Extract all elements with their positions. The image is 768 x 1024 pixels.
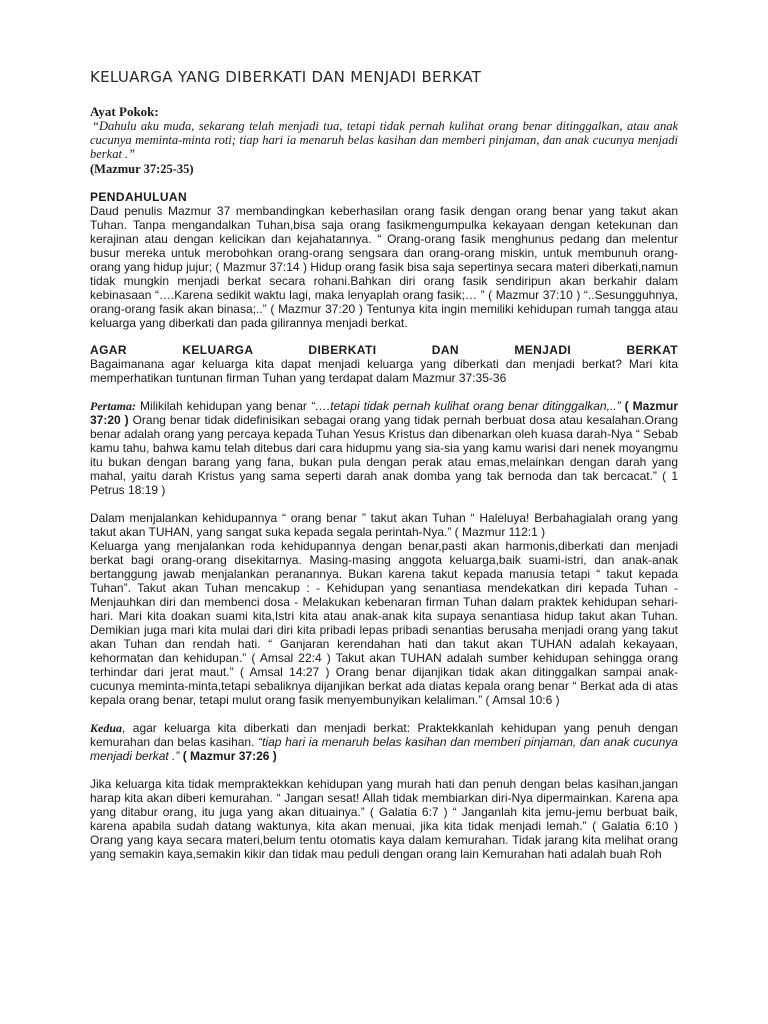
pendahuluan-heading: PENDAHULUAN bbox=[90, 190, 188, 204]
pertama-quote-ref: ( Mazmur 37:20 ) bbox=[90, 399, 678, 427]
jika-paragraph: Jika keluarga kita tidak mempraktekkan kehidupan yang murah hati dan penuh dengan belas kasihan,jangan harap kita akan diberi kemurahan. “ Jangan sesat! Allah tidak membiarkan diri-Nya dipermainkan. Karena apa yang ditabur orang, itu juga yang akan dituainya.” ( Galatia 6:7 ) “ Janganlah kita jemu-jemu berbuat baik, karena apabila sudah datang waktunya, kita akan menuai, jika kita tidak menjadi lemah.” ( Galatia 6:10 ) Orang yang kaya secara materi,belum tentu otomatis kaya dalam kemurahan. Tidak jarang kita melihat orang yang semakin kaya,semakin kikir dan tidak mau peduli dengan orang lain Kemurahan hati adalah buah Roh bbox=[90, 777, 678, 861]
ayat-pokok-reference: (Mazmur 37:25-35) bbox=[90, 162, 194, 176]
kedua-text: , agar keluarga kita diberkati dan menjadi berkat: Praktekkanlah kehidupan yang penuh dengan kemurahan dan belas kasihan. bbox=[90, 721, 678, 749]
pertama-label: Pertama: bbox=[90, 399, 136, 413]
kedua-quote: “tiap hari ia menaruh belas kasihan dan memberi pinjaman, dan anak cucunya menjadi berkat .” bbox=[90, 735, 678, 763]
pertama-text: Orang benar tidak didefinisikan sebagai orang yang tidak pernah berbuat dosa atau kesalahan.Orang benar adalah orang yang percaya kepada Tuhan Yesus Kristus dan dibenarkan oleh kuasa darah-Nya “ Sebab kamu tahu, bahwa kamu telah ditebus dari cara hidupmu yang sia-sia yang kamu warisi dari nenek moyangmu itu bukan dengan barang yang fana, bukan pula dengan perak atau emas,melainkan dengan darah yang mahal, yaitu darah Kristus yang sama seperti darah anak domba yang tak bernoda dan tak bercacat.” ( 1 Petrus 18:19 ) bbox=[90, 413, 679, 497]
kedua-quote-ref: ( Mazmur 37:26 ) bbox=[182, 749, 277, 763]
agar-paragraph: Bagaimanana agar keluarga kita dapat menjadi keluarga yang diberkati dan menjadi berkat? Mari kita memperhatikan tuntunan firman Tuhan yang terdapat dalam Mazmur 37:35-36 bbox=[90, 357, 678, 385]
dalam-paragraph: Dalam menjalankan kehidupannya “ orang benar ” takut akan Tuhan “ Haleluya! Berbahagialah orang yang takut akan TUHAN, yang sangat suka kepada segala perintah-Nya.” ( Mazmur 112:1 ) bbox=[90, 511, 678, 539]
pendahuluan-paragraph: Daud penulis Mazmur 37 membandingkan keberhasilan orang fasik dengan orang benar yang takut akan Tuhan. Tanpa mengandalkan Tuhan,bisa saja orang fasikmengumpulka kekayaan dengan ketekunan dan kerajinan atau dengan kelicikan dan kejahatannya. “ Orang-orang fasik menghunus pedang dan melentur busur mereka untuk merobohkan orang-orang sengsara dan orang-orang miskin, untuk membunuh orang-orang yang hidup jujur; ( Mazmur 37:14 ) Hidup orang fasik bisa saja sepertinya secara materi diberkati,namun tidak mungkin menjadi berkat secara rohani.Bahkan diri orang fasik sendiripun akan berkahir dalam kebinasaan “….Karena sedikit waktu lagi, maka lenyaplah orang fasik;… ” ( Mazmur 37:10 ) “..Sesungguhnya, orang-orang fasik akan binasa;..” ( Mazmur 37:20 ) Tentunya kita ingin memiliki kehidupan rumah tangga atau keluarga yang diberkati dan pada gilirannya menjadi berkat. bbox=[90, 204, 678, 330]
document-page bbox=[90, 68, 678, 861]
ayat-pokok-label: Ayat Pokok: bbox=[90, 104, 159, 119]
kedua-label: Kedua bbox=[90, 721, 123, 735]
agar-heading: AGAR KELUARGA DIBERKATI DAN MENJADI BERKAT bbox=[90, 343, 678, 357]
ayat-pokok-text: “Dahulu aku muda, sekarang telah menjadi tua, tetapi tidak pernah kulihat orang benar ditinggalkan, atau anak cucunya meminta-minta roti; tiap hari ia menaruh belas kasihan dan memberi pinjaman, dan anak cucunya menjadi berkat .” bbox=[90, 119, 678, 161]
keluarga-paragraph: Keluarga yang menjalankan roda kehidupannya dengan benar,pasti akan harmonis,diberkati dan menjadi berkat bagi orang-orang disekitarnya. Masing-masing anggota keluarga,baik suami-istri, dan anak-anak bertanggung jawab menjalankan peranannya. Bukan karena takut kepada manusia tetapi “ takut kepada Tuhan”. Takut akan Tuhan mencakup : - Kehidupan yang senantiasa mendekatkan diri kepada Tuhan - Menjauhkan diri dan membenci dosa - Melakukan kebenaran firman Tuhan dalam praktek kehidupan sehari-hari. Mari kita doakan suami kita,Istri kita atau anak-anak kita supaya senantiasa hidup takut akan Tuhan. Demikian juga mari kita mulai dari diri kita pribadi lepas pribadi senantias berusaha menjadi orang yang takut akan Tuhan dan rendah hati. “ Ganjaran kerendahan hati dan takut akan TUHAN adalah kekayaan, kehormatan dan kehidupan.” ( Amsal 22:4 ) Takut akan TUHAN adalah sumber kehidupan sehingga orang terhindar dari jerat maut.” ( Amsal 14:27 ) Orang benar dijanjikan tidak akan ditinggalkan sampai anak-cucunya meminta-minta,tetapi sebaliknya dijanjikan berkat ada diatas kepala orang benar “ Berkat ada di atas kepala orang benar, tetapi mulut orang fasik menyembunyikan kelaliman.” ( Amsal 10:6 ) bbox=[90, 539, 678, 707]
kedua-paragraph bbox=[90, 721, 678, 763]
pertama-quote: “….tetapi tidak pernah kulihat orang benar ditinggalkan,..” bbox=[310, 399, 621, 413]
pertama-lead: Milikilah kehidupan yang benar bbox=[140, 399, 307, 413]
document-title: KELUARGA YANG DIBERKATI DAN MENJADI BERKAT bbox=[90, 68, 482, 86]
pertama-paragraph bbox=[90, 399, 678, 497]
